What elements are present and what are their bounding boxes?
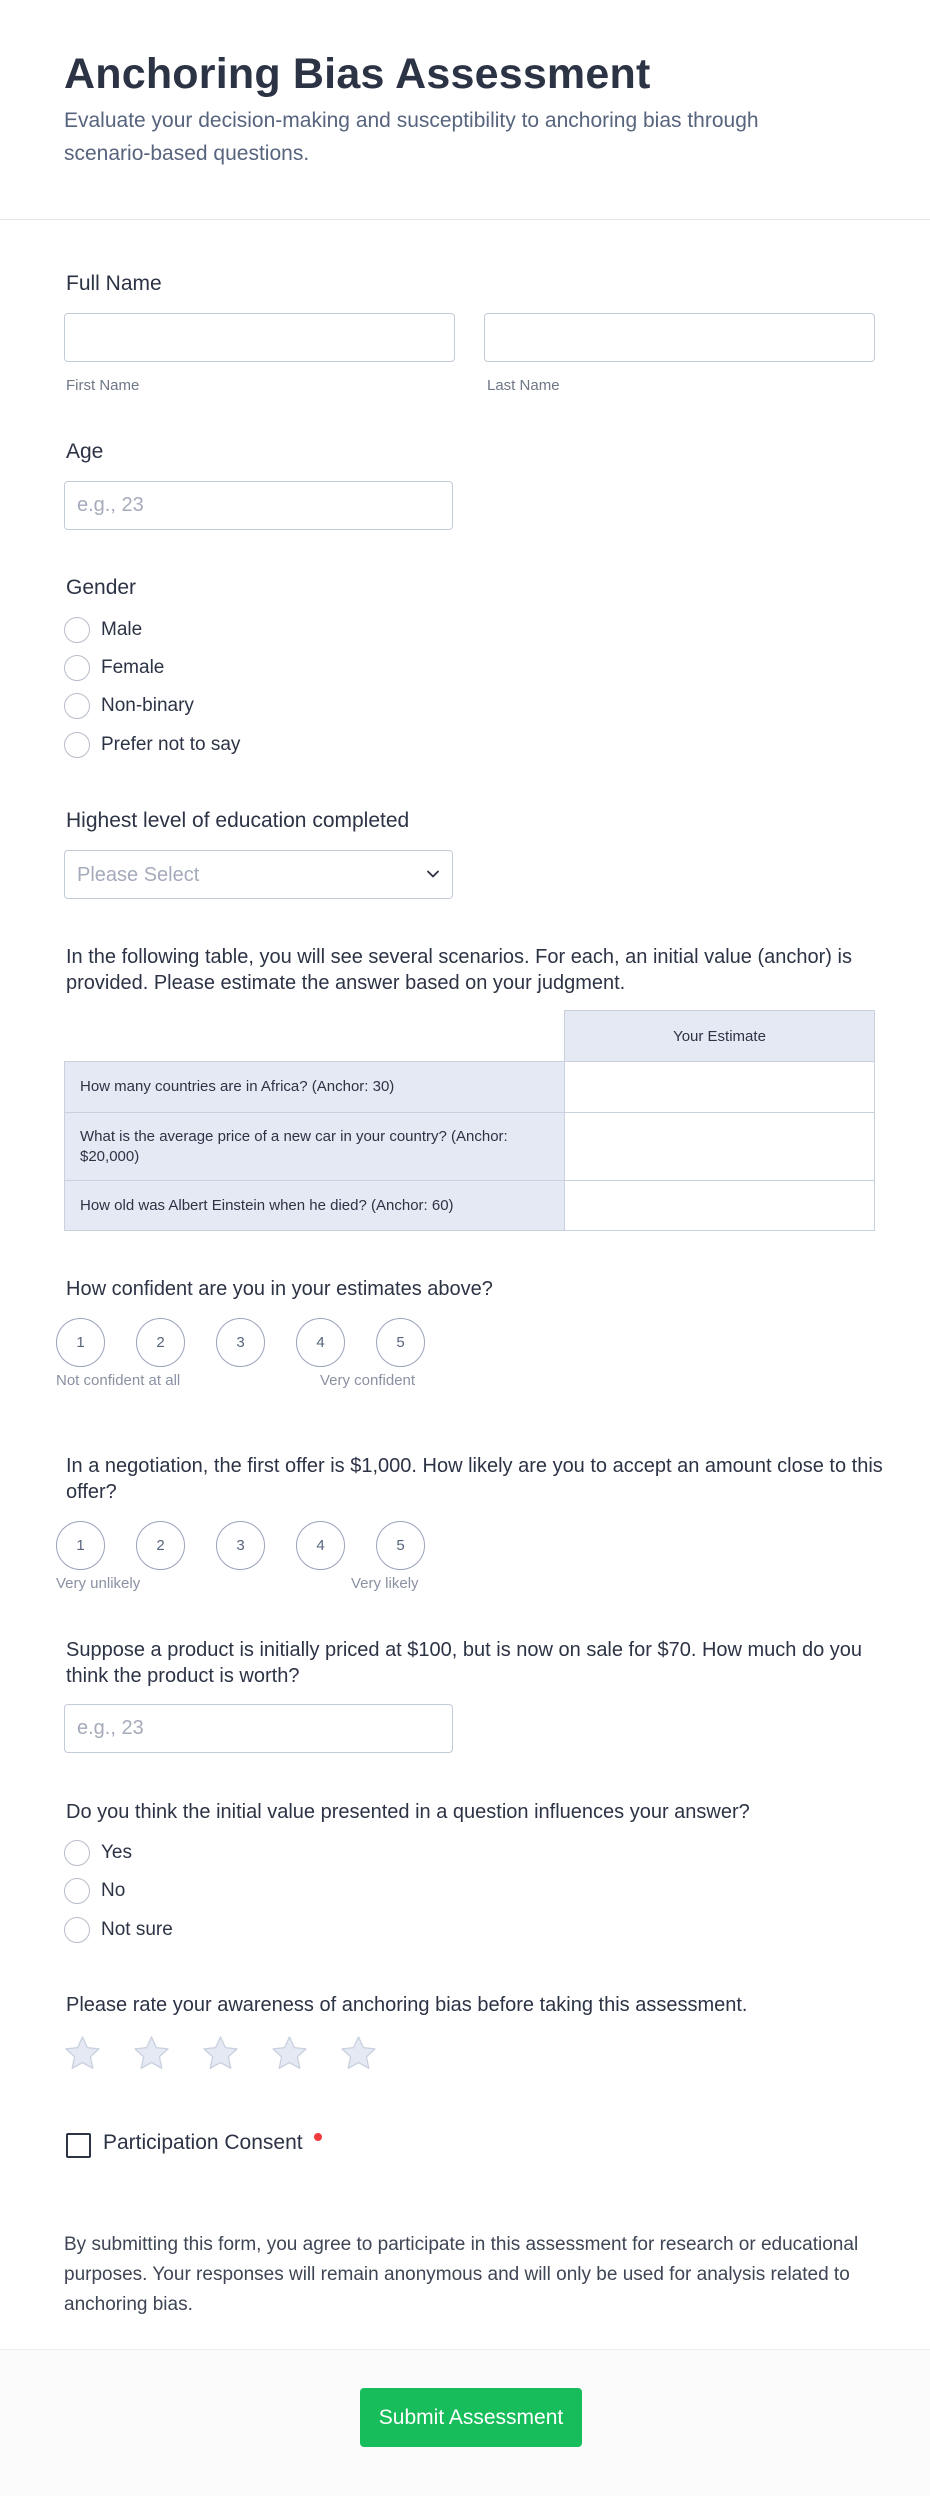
disclaimer-text: By submitting this form, you agree to participate in this assessment for research or educational purposes. Your responses will remain anonymous and will only be used for analysis related to anchoring bias.: [64, 2234, 859, 2315]
required-indicator: [314, 2133, 322, 2141]
first-name-input[interactable]: [64, 313, 455, 362]
radio-label: Female: [101, 657, 165, 678]
influence-label: Do you think the initial value presented in a question influences your answer?: [66, 1801, 750, 1823]
age-label: Age: [66, 440, 104, 463]
radio-label: No: [101, 1880, 126, 1901]
confidence-label: How confident are you in your estimates above?: [66, 1278, 493, 1300]
star-icon[interactable]: [340, 2035, 377, 2072]
matrix-answer-cell[interactable]: [565, 1062, 874, 1112]
consent-checkbox[interactable]: [66, 2133, 91, 2158]
radio-button[interactable]: [64, 655, 90, 681]
scale-option-4[interactable]: 4: [296, 1521, 345, 1570]
scale-option-3[interactable]: 3: [216, 1318, 265, 1367]
radio-button[interactable]: [64, 1840, 90, 1866]
influence-option-yes[interactable]: [64, 1839, 132, 1867]
submit-button[interactable]: Submit Assessment: [360, 2388, 582, 2447]
matrix-column-header: Your Estimate: [564, 1010, 875, 1061]
consent-label[interactable]: Participation Consent: [103, 2131, 303, 2154]
star-icon[interactable]: [64, 2035, 101, 2072]
matrix-question: How old was Albert Einstein when he died? (Anchor: 60): [65, 1181, 565, 1230]
full-name-label: Full Name: [66, 272, 162, 295]
scale-option-1[interactable]: 1: [56, 1318, 105, 1367]
negotiation-high-label: Very likely: [351, 1575, 419, 1592]
matrix-answer-cell[interactable]: [565, 1113, 874, 1180]
star-icon[interactable]: [133, 2035, 170, 2072]
influence-option-no[interactable]: [64, 1877, 125, 1905]
page-subtitle: Evaluate your decision-making and susceptibility to anchoring bias through scenario-based questions.: [64, 109, 759, 165]
education-label: Highest level of education completed: [66, 809, 410, 832]
scale-option-2[interactable]: 2: [136, 1318, 185, 1367]
scale-option-5[interactable]: 5: [376, 1521, 425, 1570]
confidence-scale: [56, 1318, 425, 1367]
matrix-question: How many countries are in Africa? (Anchor: 30): [65, 1062, 565, 1112]
star-icon[interactable]: [271, 2035, 308, 2072]
matrix-row: [65, 1180, 874, 1230]
first-name-sublabel: First Name: [66, 377, 140, 394]
confidence-high-label: Very confident: [320, 1372, 416, 1389]
education-select[interactable]: [64, 850, 453, 899]
awareness-label: Please rate your awareness of anchoring bias before taking this assessment.: [66, 1994, 748, 2016]
radio-button[interactable]: [64, 693, 90, 719]
star-rating: [64, 2035, 377, 2072]
radio-button[interactable]: [64, 617, 90, 643]
matrix-question: What is the average price of a new car in your country? (Anchor: $20,000): [65, 1113, 565, 1180]
estimates-intro: In the following table, you will see several scenarios. For each, an initial value (anchor) is provided. Please estimate the answer based on your judgment.: [66, 946, 852, 994]
chevron-down-icon: [426, 867, 440, 881]
last-name-input[interactable]: [484, 313, 875, 362]
radio-label: Not sure: [101, 1919, 173, 1940]
age-input[interactable]: [64, 481, 453, 530]
last-name-sublabel: Last Name: [487, 377, 560, 394]
matrix-row: [65, 1112, 874, 1180]
negotiation-low-label: Very unlikely: [56, 1575, 141, 1592]
page-title: Anchoring Bias Assessment: [64, 50, 651, 98]
star-icon[interactable]: [202, 2035, 239, 2072]
gender-option-female[interactable]: [64, 654, 164, 682]
negotiation-label: In a negotiation, the first offer is $1,000. How likely are you to accept an amount close to this offer?: [66, 1455, 883, 1503]
scale-option-5[interactable]: 5: [376, 1318, 425, 1367]
scale-option-4[interactable]: 4: [296, 1318, 345, 1367]
scale-option-3[interactable]: 3: [216, 1521, 265, 1570]
radio-button[interactable]: [64, 1917, 90, 1943]
gender-option-prefer-not[interactable]: [64, 731, 240, 759]
radio-button[interactable]: [64, 732, 90, 758]
education-select-placeholder: Please Select: [77, 864, 200, 886]
form-header: [0, 0, 930, 220]
influence-option-not-sure[interactable]: [64, 1916, 173, 1944]
product-worth-input[interactable]: [64, 1704, 453, 1753]
gender-option-male[interactable]: [64, 616, 142, 644]
radio-label: Prefer not to say: [101, 734, 241, 755]
matrix-row: [65, 1062, 874, 1112]
scale-option-1[interactable]: 1: [56, 1521, 105, 1570]
radio-button[interactable]: [64, 1878, 90, 1904]
negotiation-scale: [56, 1521, 425, 1570]
radio-label: Non-binary: [101, 695, 194, 716]
matrix-answer-cell[interactable]: [565, 1181, 874, 1230]
product-label: Suppose a product is initially priced at $100, but is now on sale for $70. How much do you think the product is worth?: [66, 1639, 863, 1687]
gender-option-non-binary[interactable]: [64, 692, 194, 720]
confidence-low-label: Not confident at all: [56, 1372, 181, 1389]
radio-label: Male: [101, 619, 143, 640]
radio-label: Yes: [101, 1842, 132, 1863]
gender-label: Gender: [66, 576, 137, 599]
estimates-matrix: [64, 1061, 875, 1231]
scale-option-2[interactable]: 2: [136, 1521, 185, 1570]
